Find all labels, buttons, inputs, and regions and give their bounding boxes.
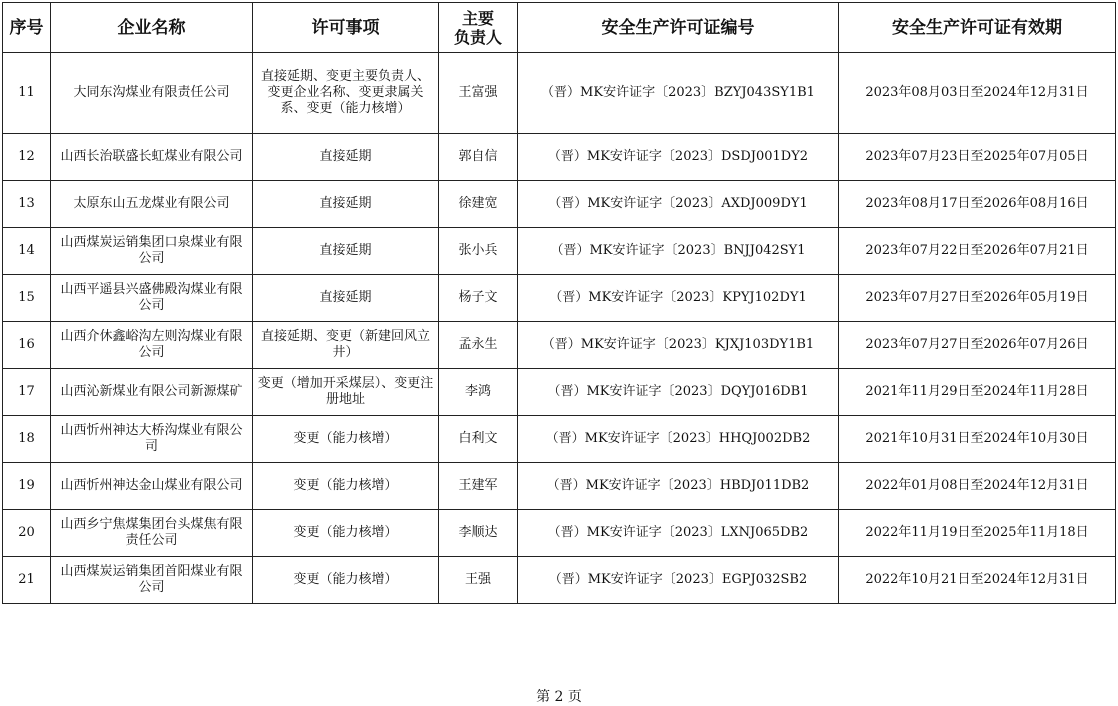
cell-validity: 2023年08月03日至2024年12月31日 xyxy=(839,53,1116,134)
cell-person: 孟永生 xyxy=(439,322,518,369)
cell-seq: 14 xyxy=(3,228,51,275)
table-row xyxy=(3,134,1116,181)
table-row xyxy=(3,510,1116,557)
cell-person: 徐建宽 xyxy=(439,181,518,228)
cell-validity: 2023年07月22日至2026年07月21日 xyxy=(839,228,1116,275)
cell-item: 直接延期、变更（新建回风立井） xyxy=(253,322,439,369)
cell-seq: 20 xyxy=(3,510,51,557)
cell-validity: 2021年11月29日至2024年11月28日 xyxy=(839,369,1116,416)
table-row xyxy=(3,181,1116,228)
cell-validity: 2022年10月21日至2024年12月31日 xyxy=(839,557,1116,604)
header-item: 许可事项 xyxy=(253,3,439,53)
cell-permit: （晋）MK安许证字〔2023〕DSDJ001DY2 xyxy=(518,134,839,181)
cell-company: 山西平遥县兴盛佛殿沟煤业有限公司 xyxy=(51,275,253,322)
cell-permit: （晋）MK安许证字〔2023〕BZYJ043SY1B1 xyxy=(518,53,839,134)
header-permit: 安全生产许可证编号 xyxy=(518,3,839,53)
table-row xyxy=(3,322,1116,369)
cell-item: 变更（能力核增） xyxy=(253,557,439,604)
cell-person: 王建军 xyxy=(439,463,518,510)
cell-validity: 2023年08月17日至2026年08月16日 xyxy=(839,181,1116,228)
cell-company: 山西忻州神达金山煤业有限公司 xyxy=(51,463,253,510)
cell-validity: 2022年11月19日至2025年11月18日 xyxy=(839,510,1116,557)
cell-person: 李鸿 xyxy=(439,369,518,416)
header-person-line1: 主要 xyxy=(461,8,494,28)
cell-company: 山西忻州神达大桥沟煤业有限公司 xyxy=(51,416,253,463)
cell-seq: 12 xyxy=(3,134,51,181)
permit-table xyxy=(2,2,1116,604)
cell-company: 太原东山五龙煤业有限公司 xyxy=(51,181,253,228)
table-row xyxy=(3,463,1116,510)
cell-validity: 2023年07月27日至2026年07月26日 xyxy=(839,322,1116,369)
table-row xyxy=(3,557,1116,604)
cell-company: 山西乡宁焦煤集团台头煤焦有限责任公司 xyxy=(51,510,253,557)
cell-seq: 11 xyxy=(3,53,51,134)
table-row xyxy=(3,416,1116,463)
table-row xyxy=(3,275,1116,322)
cell-permit: （晋）MK安许证字〔2023〕KPYJ102DY1 xyxy=(518,275,839,322)
cell-validity: 2021年10月31日至2024年10月30日 xyxy=(839,416,1116,463)
cell-permit: （晋）MK安许证字〔2023〕HHQJ002DB2 xyxy=(518,416,839,463)
cell-item: 变更（能力核增） xyxy=(253,416,439,463)
cell-seq: 21 xyxy=(3,557,51,604)
cell-permit: （晋）MK安许证字〔2023〕KJXJ103DY1B1 xyxy=(518,322,839,369)
cell-permit: （晋）MK安许证字〔2023〕AXDJ009DY1 xyxy=(518,181,839,228)
cell-item: 直接延期 xyxy=(253,228,439,275)
cell-item: 直接延期、变更主要负责人、变更企业名称、变更隶属关系、变更（能力核增） xyxy=(253,53,439,134)
header-validity: 安全生产许可证有效期 xyxy=(839,3,1116,53)
cell-permit: （晋）MK安许证字〔2023〕DQYJ016DB1 xyxy=(518,369,839,416)
cell-permit: （晋）MK安许证字〔2023〕HBDJ011DB2 xyxy=(518,463,839,510)
cell-seq: 17 xyxy=(3,369,51,416)
table-row xyxy=(3,369,1116,416)
cell-person: 白利文 xyxy=(439,416,518,463)
cell-item: 变更（增加开采煤层）、变更注册地址 xyxy=(253,369,439,416)
cell-company: 山西煤炭运销集团口泉煤业有限公司 xyxy=(51,228,253,275)
cell-person: 杨子文 xyxy=(439,275,518,322)
cell-seq: 15 xyxy=(3,275,51,322)
cell-validity: 2022年01月08日至2024年12月31日 xyxy=(839,463,1116,510)
cell-person: 王强 xyxy=(439,557,518,604)
cell-company: 大同东沟煤业有限责任公司 xyxy=(51,53,253,134)
header-person xyxy=(439,3,518,53)
table-row xyxy=(3,53,1116,134)
table-row xyxy=(3,228,1116,275)
page-number: 第 2 页 xyxy=(536,689,582,705)
cell-item: 直接延期 xyxy=(253,134,439,181)
cell-permit: （晋）MK安许证字〔2023〕EGPJ032SB2 xyxy=(518,557,839,604)
cell-company: 山西煤炭运销集团首阳煤业有限公司 xyxy=(51,557,253,604)
cell-company: 山西沁新煤业有限公司新源煤矿 xyxy=(51,369,253,416)
table-header-row xyxy=(3,3,1116,53)
header-person-line2: 负责人 xyxy=(453,27,502,47)
cell-permit: （晋）MK安许证字〔2023〕BNJJ042SY1 xyxy=(518,228,839,275)
cell-person: 王富强 xyxy=(439,53,518,134)
cell-person: 张小兵 xyxy=(439,228,518,275)
cell-item: 变更（能力核增） xyxy=(253,510,439,557)
cell-person: 郭自信 xyxy=(439,134,518,181)
cell-seq: 18 xyxy=(3,416,51,463)
cell-item: 变更（能力核增） xyxy=(253,463,439,510)
cell-company: 山西长治联盛长虹煤业有限公司 xyxy=(51,134,253,181)
cell-seq: 13 xyxy=(3,181,51,228)
cell-company: 山西介休鑫峪沟左则沟煤业有限公司 xyxy=(51,322,253,369)
cell-validity: 2023年07月23日至2025年07月05日 xyxy=(839,134,1116,181)
cell-person: 李顺达 xyxy=(439,510,518,557)
cell-item: 直接延期 xyxy=(253,275,439,322)
header-company: 企业名称 xyxy=(51,3,253,53)
cell-seq: 16 xyxy=(3,322,51,369)
cell-permit: （晋）MK安许证字〔2023〕LXNJ065DB2 xyxy=(518,510,839,557)
cell-seq: 19 xyxy=(3,463,51,510)
header-seq: 序号 xyxy=(3,3,51,53)
cell-item: 直接延期 xyxy=(253,181,439,228)
cell-validity: 2023年07月27日至2026年05月19日 xyxy=(839,275,1116,322)
